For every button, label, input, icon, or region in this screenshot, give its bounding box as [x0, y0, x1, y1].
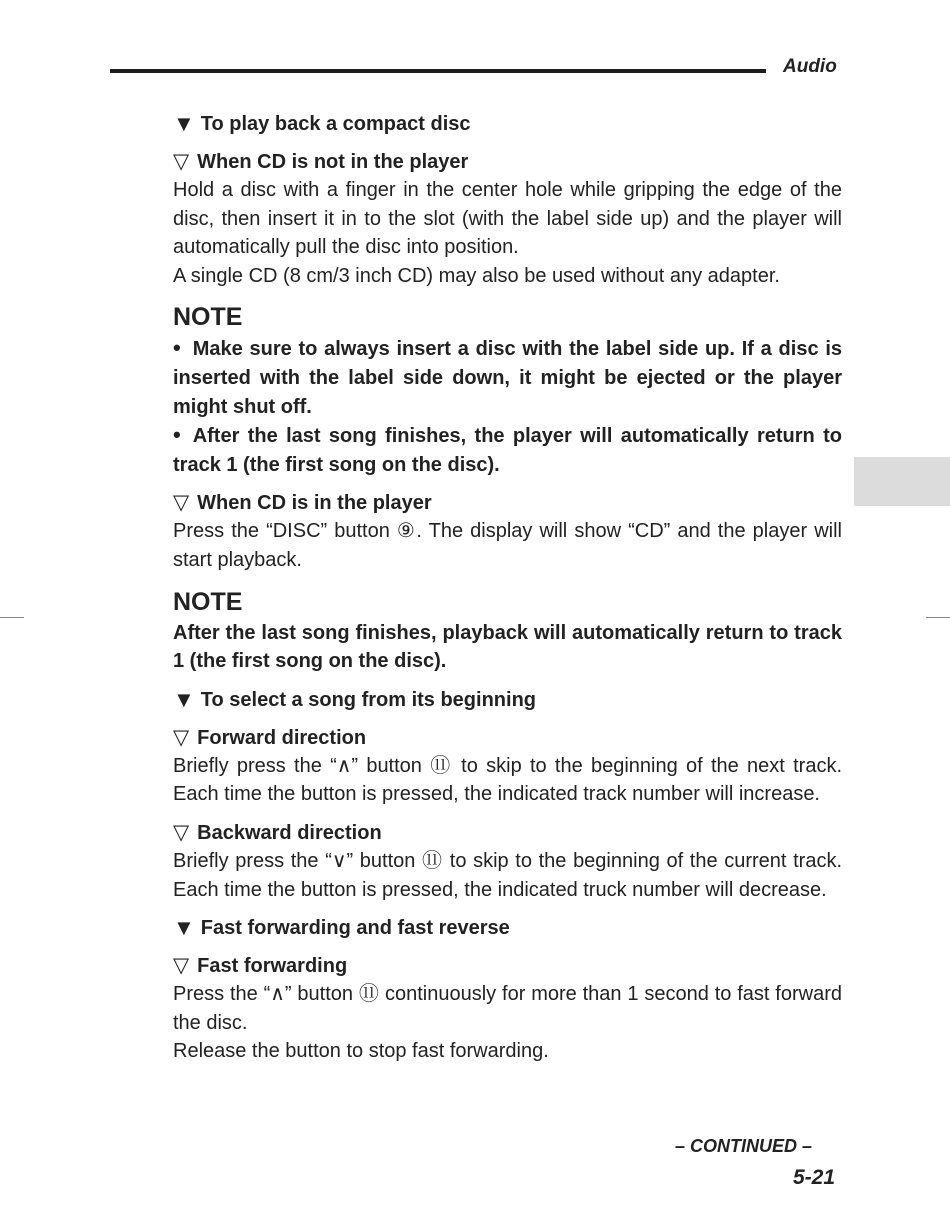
crop-mark-right — [926, 617, 950, 618]
paragraph-block — [173, 176, 842, 290]
paragraph: A single CD (8 cm/3 inch CD) may also be used without any adapter. — [173, 264, 780, 287]
continued-label: – CONTINUED – — [675, 1136, 813, 1156]
subsection-heading: ▽ Forward direction — [173, 724, 842, 752]
section-heading: ▼ To select a song from its beginning — [173, 686, 536, 712]
subsection-heading: ▽ When CD is not in the player — [173, 148, 842, 176]
outline-down-triangle-icon: ▽ — [173, 725, 190, 749]
crop-mark-left — [0, 617, 24, 618]
subsection-heading: ▽ When CD is in the player — [173, 489, 842, 517]
page-content — [173, 110, 842, 1076]
note-bullet: • Make sure to always insert a disc with the label side up. If a disc is inserted with the label side down, it might be ejected or the player might shut off. — [173, 334, 842, 421]
paragraph: Hold a disc with a finger in the center hole while gripping the edge of the disc, then insert it in to the slot (with the label side up) and the player will automatically pull the disc into position. — [173, 179, 842, 259]
section-heading: ▼ Fast forwarding and fast reverse — [173, 915, 510, 941]
outline-down-triangle-icon: ▽ — [173, 954, 190, 978]
subsection-heading: ▽ Fast forwarding — [173, 952, 842, 980]
paragraph: Briefly press the “∨” button ⑪ to skip to the beginning of the current track. Each time the button is pressed, the indicated truck number will decrease. — [173, 849, 842, 901]
paragraph: Release the button to stop fast forwarding. — [173, 1040, 549, 1063]
filled-down-triangle-icon: ▼ — [173, 915, 195, 941]
filled-down-triangle-icon: ▼ — [173, 111, 195, 136]
paragraph-block — [173, 752, 842, 809]
outline-down-triangle-icon: ▽ — [173, 820, 190, 844]
note-text: After the last song finishes, playback will automatically return to track 1 (the first song on the disc). — [173, 621, 842, 673]
paragraph-block — [173, 517, 842, 574]
header-rule — [110, 69, 766, 73]
paragraph-block — [173, 847, 842, 904]
subsection-heading: ▽ Backward direction — [173, 819, 842, 847]
note-box — [173, 585, 842, 676]
paragraph: Press the “∧” button ⑪ continuously for more than 1 second to fast forward the disc. — [173, 983, 842, 1034]
paragraph: Press the “DISC” button ⑨. The display will show “CD” and the player will start playback. — [173, 520, 842, 571]
note-title: NOTE — [173, 303, 243, 332]
section-heading: ▼ To play back a compact disc — [173, 111, 471, 136]
note-box — [173, 300, 842, 479]
note-title: NOTE — [173, 587, 243, 616]
section-tab — [854, 457, 950, 506]
outline-down-triangle-icon: ▽ — [173, 150, 190, 173]
paragraph-block — [173, 980, 842, 1066]
paragraph: Briefly press the “∧” button ⑪ to skip to the beginning of the next track. Each time the button is pressed, the indicated track number will increase. — [173, 754, 842, 806]
note-bullet: • After the last song finishes, the player will automatically return to track 1 (the first song on the disc). — [173, 421, 842, 479]
filled-down-triangle-icon: ▼ — [173, 686, 195, 712]
outline-down-triangle-icon: ▽ — [173, 491, 190, 515]
page-number: 5-21 — [793, 1166, 836, 1189]
section-label: Audio — [783, 56, 837, 77]
